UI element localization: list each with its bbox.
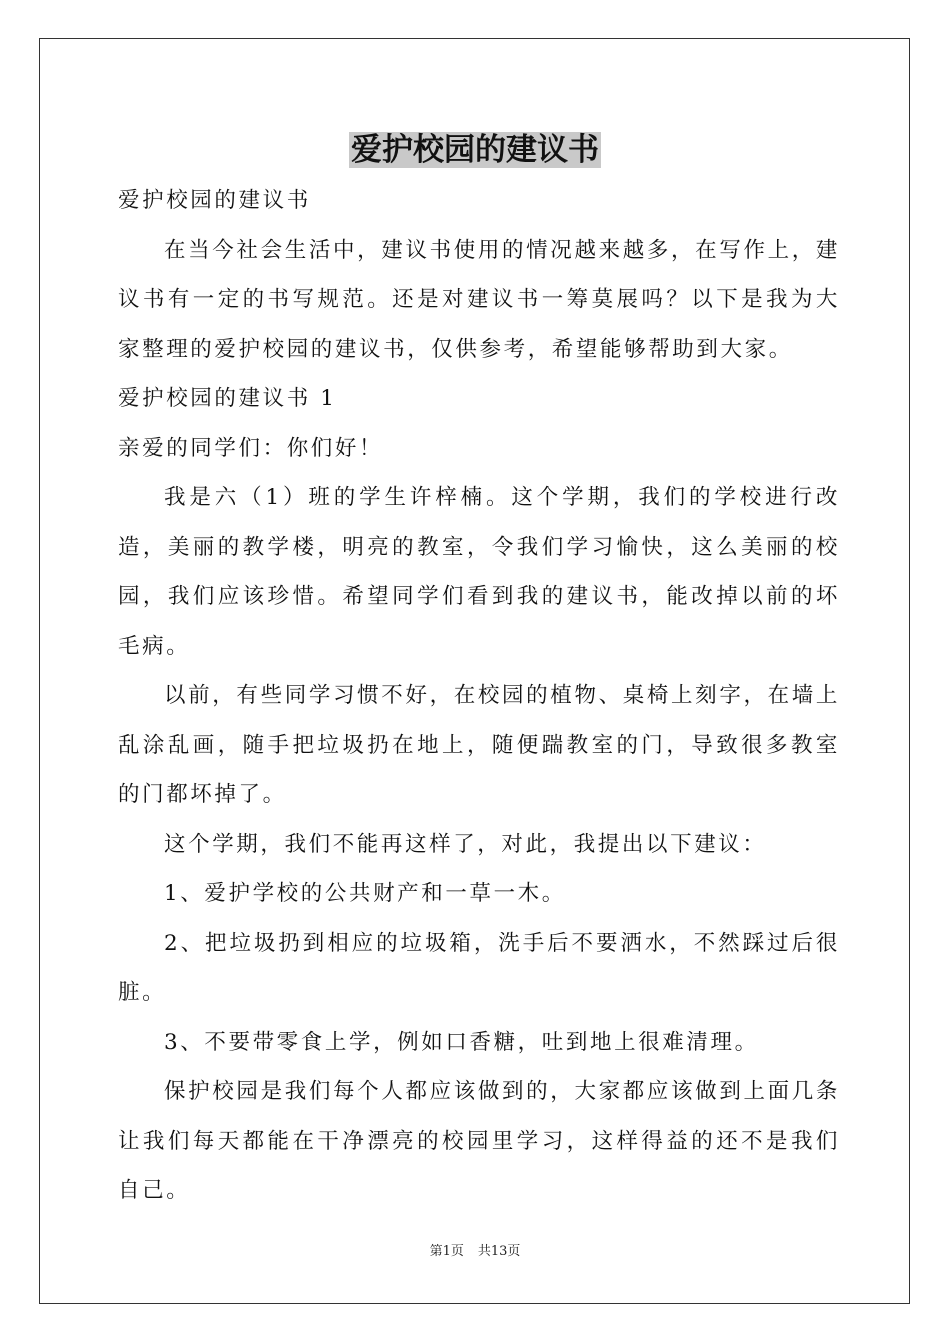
paragraph: 爱护校园的建议书 [118, 188, 311, 213]
document-title-text: 爱护校园的建议书 [351, 132, 599, 168]
salutation: 亲爱的同学们：你们好！ [118, 435, 384, 461]
paragraph: 保护校园是我们每个人都应该做到的，大家都应该做到上面几条让我们每天都能在干净漂亮的校园里学习，这样得益的还不是我们自己。 [118, 1079, 840, 1203]
page-footer [0, 1243, 950, 1261]
list-item: 2、把垃圾扔到相应的垃圾箱，洗手后不要洒水，不然踩过后很脏。 [118, 930, 840, 1005]
paragraph: 以前，有些同学习惯不好，在校园的植物、桌椅上刻字，在墙上乱涂乱画，随手把垃圾扔在地上，随便踹教室的门，导致很多教室的门都坏掉了。 [118, 683, 840, 807]
paragraph: 这个学期，我们不能再这样了，对此，我提出以下建议： [164, 831, 767, 857]
list-item: 3、不要带零食上学，例如口香糖，吐到地上很难清理。 [164, 1029, 759, 1055]
section-heading: 爱护校园的建议书 1 [118, 386, 337, 411]
paragraph: 我是六（1）班的学生许梓楠。这个学期，我们的学校进行改造，美丽的教学楼，明亮的教室，令我们学习愉快，这么美丽的校园，我们应该珍惜。希望同学们看到我的建议书，能改掉以前的坏毛病。 [118, 485, 840, 659]
document-body [118, 176, 840, 1216]
paragraph: 在当今社会生活中，建议书使用的情况越来越多，在写作上，建议书有一定的书写规范。还是对建议书一筹莫展吗？以下是我为大家整理的爱护校园的建议书，仅供参考，希望能够帮助到大家。 [118, 237, 840, 362]
list-item: 1、爱护学校的公共财产和一草一木。 [164, 881, 566, 906]
document-title [0, 128, 950, 172]
page-total: 共13页 [477, 1244, 521, 1259]
page-number: 第1页 [429, 1244, 464, 1259]
